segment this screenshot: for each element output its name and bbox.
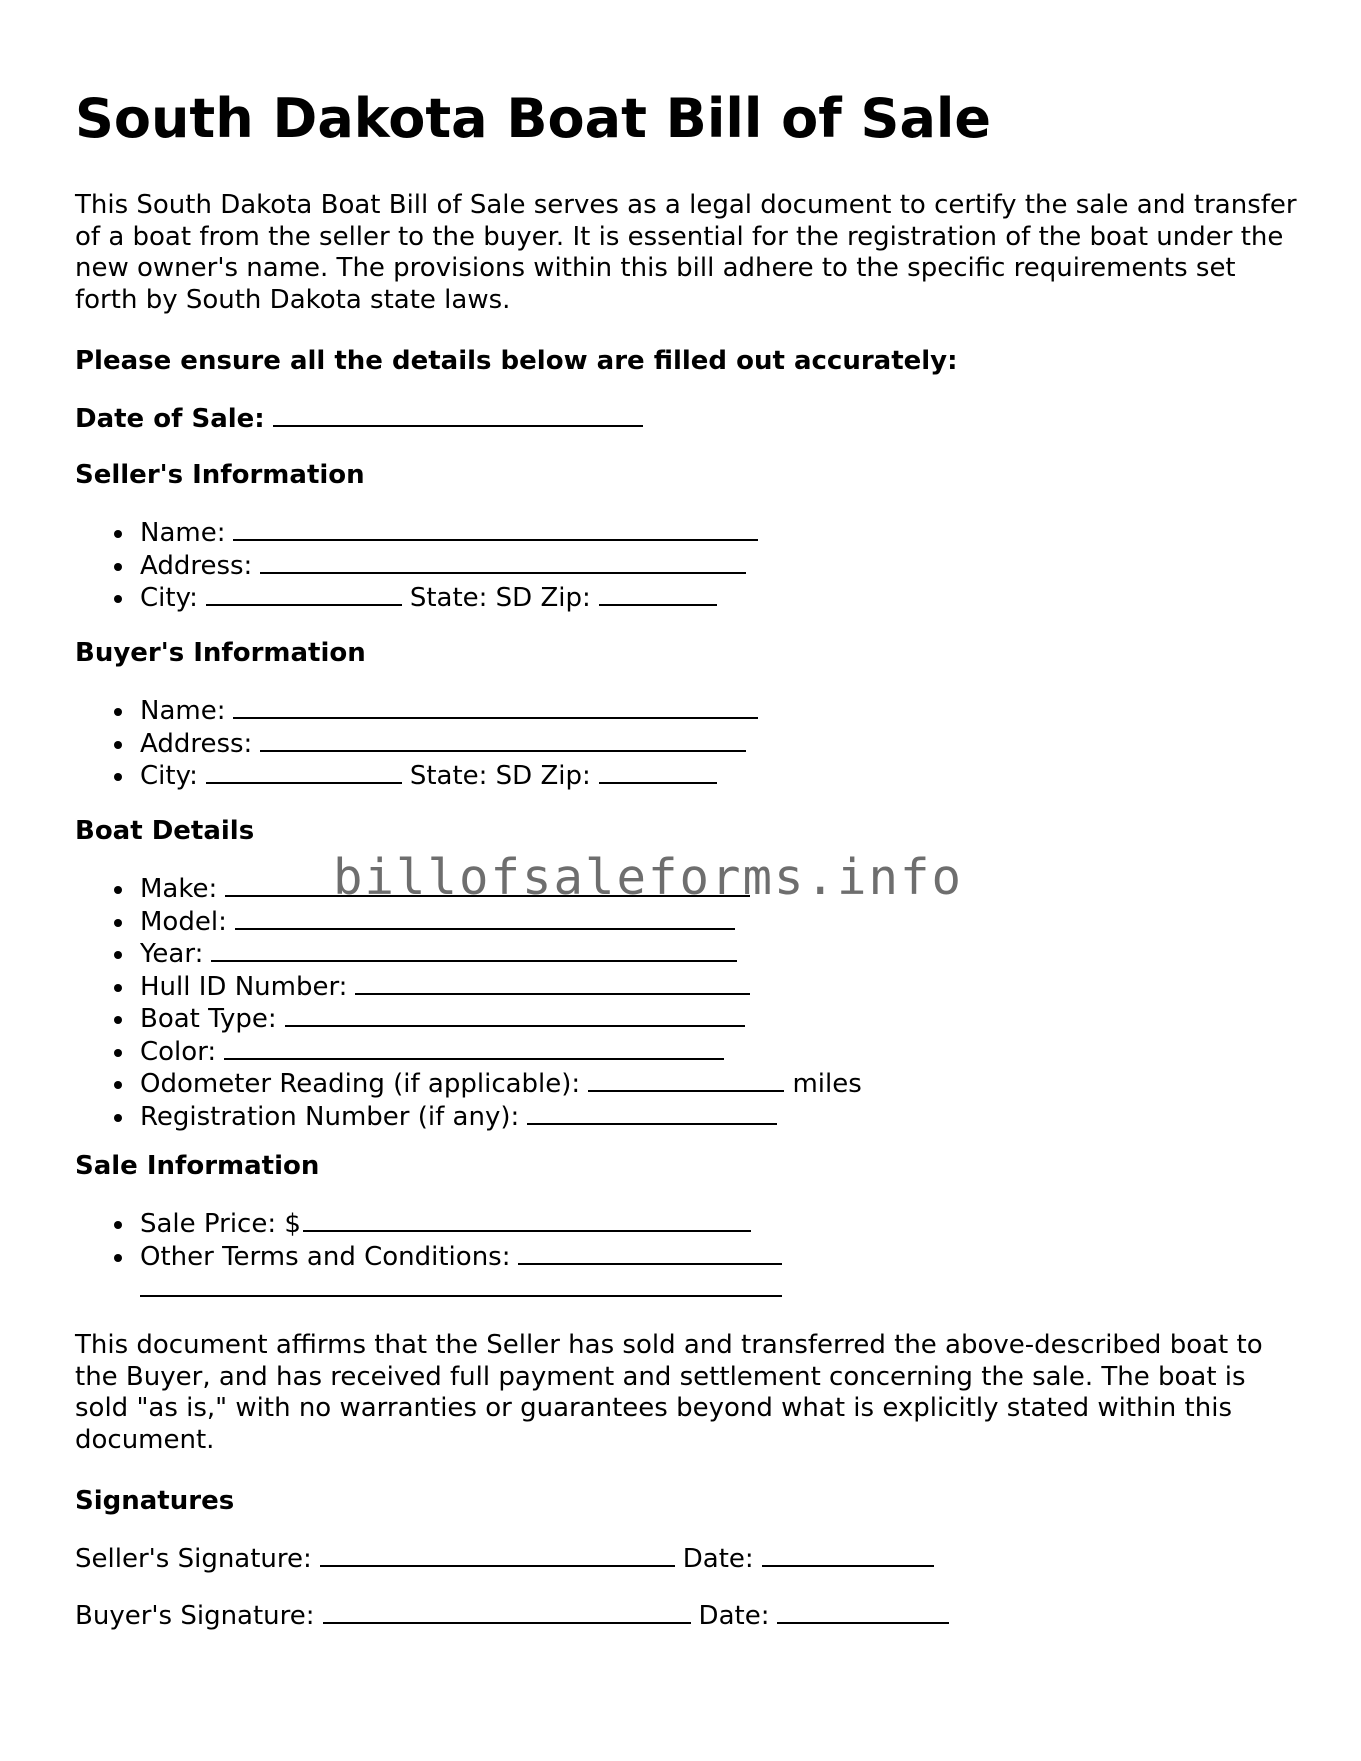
seller-city-item — [140, 582, 758, 615]
seller-signature-row — [75, 1543, 934, 1576]
sale-terms-field-line2[interactable] — [140, 1273, 782, 1297]
seller-signature-date-label: Date: — [682, 1544, 754, 1574]
seller-name-item — [140, 517, 758, 550]
buyer-address-label: Address: — [140, 728, 253, 759]
boat-hull-label: Hull ID Number: — [140, 971, 348, 1002]
buyer-name-field[interactable] — [233, 695, 758, 719]
watermark-text: billofsaleforms.info — [333, 849, 964, 906]
boat-odometer-label: Odometer Reading (if applicable): — [140, 1069, 581, 1099]
sale-heading: Sale Information — [75, 1151, 320, 1181]
seller-fields — [75, 517, 758, 615]
sale-price-field[interactable] — [303, 1208, 751, 1232]
buyer-signature-date-field[interactable] — [777, 1600, 949, 1624]
seller-heading: Seller's Information — [75, 460, 365, 490]
buyer-city-label: City: — [140, 761, 198, 791]
date-of-sale-row — [75, 403, 643, 436]
boat-registration-field[interactable] — [527, 1101, 777, 1125]
sale-price-label: Sale Price: $ — [140, 1209, 301, 1239]
boat-type-label: Boat Type: — [140, 1004, 277, 1034]
intro-paragraph: This South Dakota Boat Bill of Sale serves as a legal document to certify the sale and transfer of a boat from the seller to the buyer. It is essential for the registration of the boat under the new owner's name. The provisions within this bill adhere to the specific requirements set forth by South Dakota state laws. — [75, 190, 1297, 315]
buyer-address-item — [140, 728, 758, 761]
seller-zip-label: Zip: — [540, 583, 591, 613]
boat-hull-item — [140, 971, 862, 1004]
signatures-heading: Signatures — [75, 1486, 235, 1516]
buyer-signature-label: Buyer's Signature: — [75, 1601, 315, 1631]
sale-fields — [75, 1208, 782, 1306]
buyer-fields — [75, 695, 758, 793]
boat-registration-label: Registration Number (if any): — [140, 1101, 520, 1132]
sale-terms-continuation — [140, 1273, 782, 1306]
seller-state-label: State: SD — [409, 583, 533, 613]
boat-color-field[interactable] — [224, 1036, 724, 1060]
boat-year-item — [140, 938, 862, 971]
seller-name-field[interactable] — [233, 517, 758, 541]
document-title: South Dakota Boat Bill of Sale — [75, 87, 992, 150]
boat-model-label: Model: — [140, 906, 227, 937]
seller-address-label: Address: — [140, 550, 253, 581]
buyer-signature-field[interactable] — [323, 1600, 691, 1624]
buyer-city-field[interactable] — [206, 760, 402, 784]
buyer-signature-row — [75, 1600, 949, 1633]
buyer-name-item — [140, 695, 758, 728]
seller-signature-label: Seller's Signature: — [75, 1544, 312, 1574]
sale-terms-label: Other Terms and Conditions: — [140, 1241, 511, 1272]
sale-terms-item — [140, 1241, 782, 1274]
buyer-zip-label: Zip: — [540, 761, 591, 791]
buyer-state-label: State: SD — [409, 761, 533, 791]
boat-make-label: Make: — [140, 874, 218, 904]
boat-model-field[interactable] — [235, 906, 735, 930]
seller-city-field[interactable] — [206, 582, 402, 606]
seller-address-item — [140, 550, 758, 583]
seller-name-label: Name: — [140, 518, 226, 548]
seller-signature-date-field[interactable] — [762, 1543, 934, 1567]
seller-signature-field[interactable] — [320, 1543, 675, 1567]
buyer-city-item — [140, 760, 758, 793]
boat-type-item — [140, 1003, 862, 1036]
buyer-zip-field[interactable] — [599, 760, 717, 784]
boat-hull-field[interactable] — [355, 971, 750, 995]
affirmation-paragraph: This document affirms that the Seller has sold and transferred the above-described boat to the Buyer, and has received full payment and settlement concerning the sale. The boat is sold "as is," with no warranties or guarantees beyond what is explicitly stated within this document. — [75, 1330, 1263, 1455]
buyer-signature-date-label: Date: — [698, 1601, 770, 1631]
sale-price-item — [140, 1208, 782, 1241]
boat-odometer-unit: miles — [792, 1069, 862, 1099]
boat-type-field[interactable] — [285, 1003, 745, 1027]
sale-terms-field[interactable] — [518, 1241, 782, 1265]
boat-fields — [75, 873, 862, 1133]
date-of-sale-label: Date of Sale: — [75, 404, 265, 434]
boat-color-item — [140, 1036, 862, 1069]
buyer-address-field[interactable] — [260, 728, 746, 752]
date-of-sale-field[interactable] — [273, 403, 643, 427]
boat-year-label: Year: — [140, 939, 204, 969]
seller-address-field[interactable] — [260, 550, 746, 574]
buyer-heading: Buyer's Information — [75, 638, 366, 668]
boat-year-field[interactable] — [211, 938, 737, 962]
boat-odometer-field[interactable] — [588, 1068, 784, 1092]
boat-color-label: Color: — [140, 1036, 217, 1067]
buyer-name-label: Name: — [140, 696, 226, 726]
instruction-text: Please ensure all the details below are filled out accurately: — [75, 346, 958, 376]
seller-zip-field[interactable] — [599, 582, 717, 606]
boat-heading: Boat Details — [75, 816, 255, 846]
boat-registration-item — [140, 1101, 862, 1134]
seller-city-label: City: — [140, 583, 198, 613]
boat-model-item — [140, 906, 862, 939]
boat-odometer-item — [140, 1068, 862, 1101]
